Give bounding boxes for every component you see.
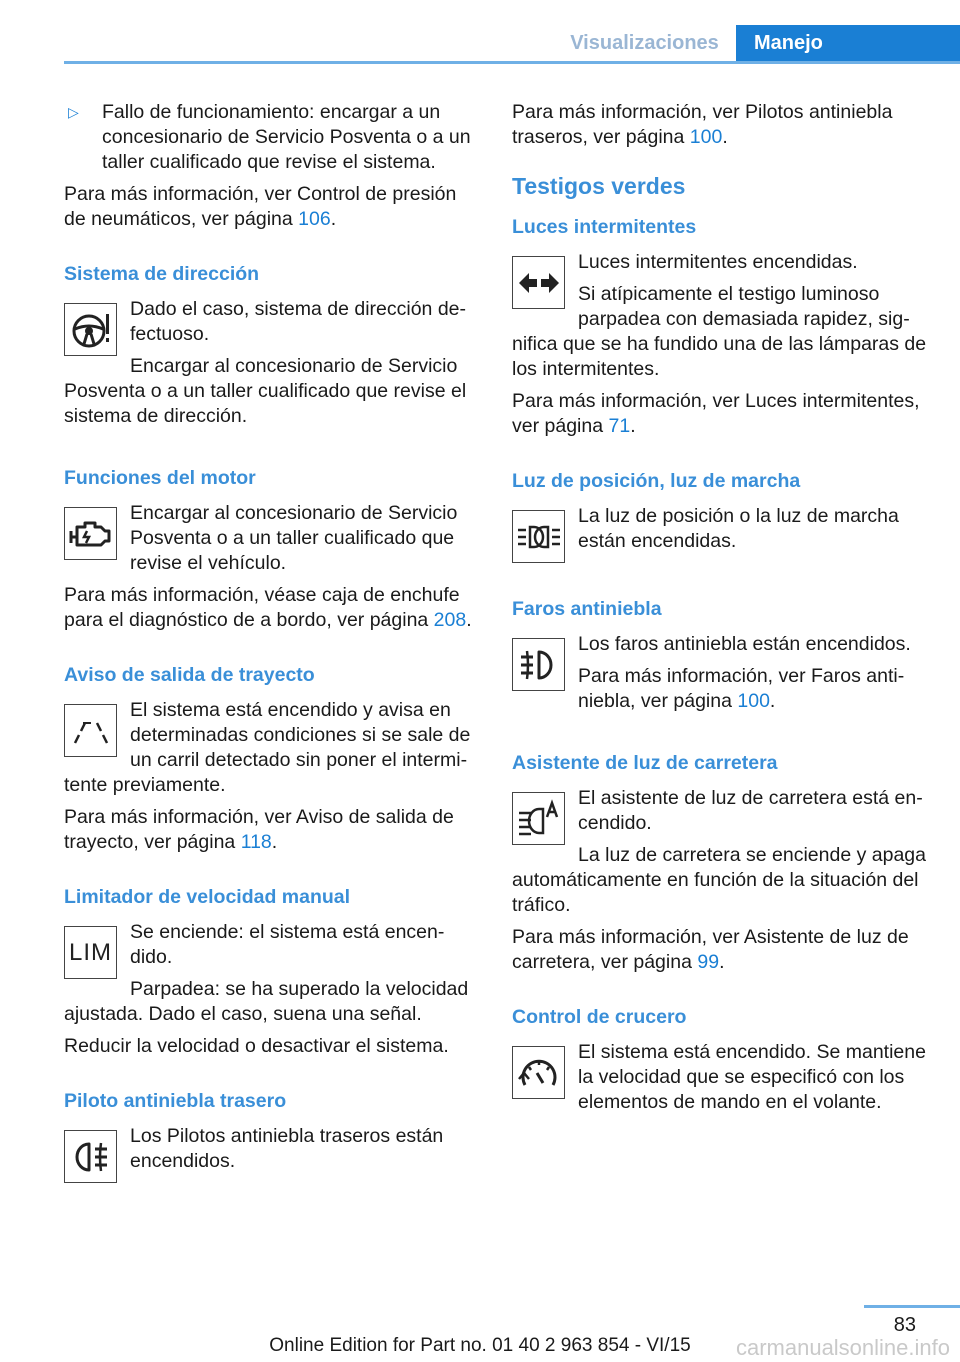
parking-light-icon [512, 510, 565, 563]
paragraph: Parpadea: se ha superado la velocidad ajustada. Dado el caso, suena una señal. [64, 978, 469, 1025]
paragraph: El asistente de luz de carretera está encendido. [578, 787, 923, 834]
right-column [512, 100, 930, 1122]
paragraph: Para más información, ver Control de presión de neumáticos, ver página 106. [64, 183, 457, 230]
heading-steering: Sistema de dirección [64, 263, 260, 285]
page-link[interactable]: 106 [298, 208, 331, 230]
heading-high-beam-assist: Asistente de luz de carretera [512, 752, 778, 774]
paragraph: El sistema está encendido. Se mantiene la velocidad que se especificó con los elementos de mando en el volante. [578, 1041, 926, 1113]
entry-cruise-control [512, 1040, 930, 1122]
entry-high-beam-assist [512, 786, 930, 975]
paragraph: Los Pilotos antiniebla traseros están encendidos. [130, 1125, 444, 1172]
paragraph: Para más información, ver Aviso de salida de trayecto, ver página 118. [64, 806, 454, 853]
triangle-bullet-icon: ▷ [68, 104, 79, 120]
entry-speed-limiter [64, 920, 478, 1059]
lane-departure-icon [64, 704, 117, 757]
header-section-tab: Visualizaciones [570, 32, 719, 54]
heading-turn-signals: Luces intermitentes [512, 216, 697, 238]
entry-lane-departure [64, 698, 478, 855]
steering-warning-icon [64, 303, 117, 356]
heading-lane-departure: Aviso de salida de trayecto [64, 664, 315, 686]
paragraph: Los faros antiniebla están encendidos. [578, 633, 911, 655]
paragraph: Para más información, ver Asistente de luz de carretera, ver página 99. [512, 926, 909, 973]
bullet-text: Fallo de funcionamiento: encargar a un concesionario de Servicio Posventa o a un taller cualificado que revise el sistema. [102, 101, 471, 173]
paragraph: La luz de posición o la luz de marcha están encendidas. [578, 505, 899, 552]
heading-engine: Funciones del motor [64, 467, 256, 489]
left-column [64, 100, 478, 1187]
heading-cruise-control: Control de crucero [512, 1006, 687, 1028]
entry-steering [64, 297, 478, 436]
paragraph: Para más información, ver Pilotos antiniebla traseros, ver página 100. [512, 101, 893, 148]
paragraph: El sistema está encendido y avisa en determinadas condiciones si se sale de un carril detectado sin poner el intermitente previamente. [64, 699, 471, 796]
entry-front-fog [512, 632, 930, 721]
page-link[interactable]: 208 [433, 609, 467, 631]
page-link[interactable]: 99 [697, 951, 720, 973]
page-link[interactable]: 71 [608, 415, 631, 437]
heading-speed-limiter: Limitador de velocidad manual [64, 886, 351, 908]
heading-rear-fog: Piloto antiniebla trasero [64, 1090, 287, 1112]
paragraph: Para más información, ver Faros antiniebla, ver página 100. [578, 665, 905, 712]
heading-front-fog: Faros antiniebla [512, 598, 662, 620]
lim-icon [64, 926, 117, 979]
page-link[interactable]: 100 [737, 690, 770, 712]
rear-fog-icon [64, 1130, 117, 1183]
paragraph: Se enciende: el sistema está encendido. [130, 921, 445, 968]
entry-rear-fog [64, 1124, 478, 1187]
page-number: 83 [893, 1314, 916, 1336]
paragraph: Luces intermitentes encendidas. [578, 251, 858, 273]
engine-icon [64, 507, 117, 560]
front-fog-icon [512, 638, 565, 691]
paragraph: Dado el caso, sistema de dirección defectuoso. [130, 298, 467, 345]
entry-turn-signals [512, 250, 930, 439]
paragraph: Encargar al concesionario de Servicio Posventa o a un taller cualificado que revise el sistema de dirección. [64, 355, 467, 427]
page-link[interactable]: 118 [240, 831, 272, 853]
header-chapter-tab: Manejo [736, 25, 960, 61]
watermark-site: carmanualsonline.info [735, 1335, 950, 1360]
paragraph: Para más información, ver Luces intermitentes, ver página 71. [512, 390, 920, 437]
entry-engine [64, 501, 478, 633]
edition-text: Online Edition for Part no. 01 40 2 963 854 - VI/15 [269, 1335, 691, 1356]
section-title: Testigos verdes [512, 173, 686, 199]
header-rule [64, 61, 960, 64]
paragraph: Para más información, véase caja de enchufe para el diagnóstico de a bordo, ver página 208. [64, 584, 472, 631]
paragraph: Si atípicamente el testigo luminoso parpadea con demasiada rapidez, significa que se ha fundido una de las lámparas de los intermitentes. [512, 283, 927, 380]
high-beam-assist-icon [512, 792, 565, 845]
page-link[interactable]: 100 [689, 126, 723, 148]
heading-parking-lights: Luz de posición, luz de marcha [512, 470, 801, 492]
lim-icon-label: LIM [68, 939, 112, 966]
paragraph: La luz de carretera se enciende y apaga automáticamente en función de la situación del tráfico. [512, 844, 926, 916]
paragraph: Reducir la velocidad o desactivar el sistema. [64, 1035, 449, 1057]
turn-signal-icon [512, 256, 565, 309]
footer-rule [864, 1305, 960, 1308]
cruise-control-icon [512, 1046, 565, 1099]
paragraph: Encargar al concesionario de Servicio Posventa o a un taller cualificado que revise el vehículo. [130, 502, 458, 574]
footer [0, 1335, 960, 1360]
bullet-item [64, 100, 478, 175]
entry-parking-lights [512, 504, 930, 567]
